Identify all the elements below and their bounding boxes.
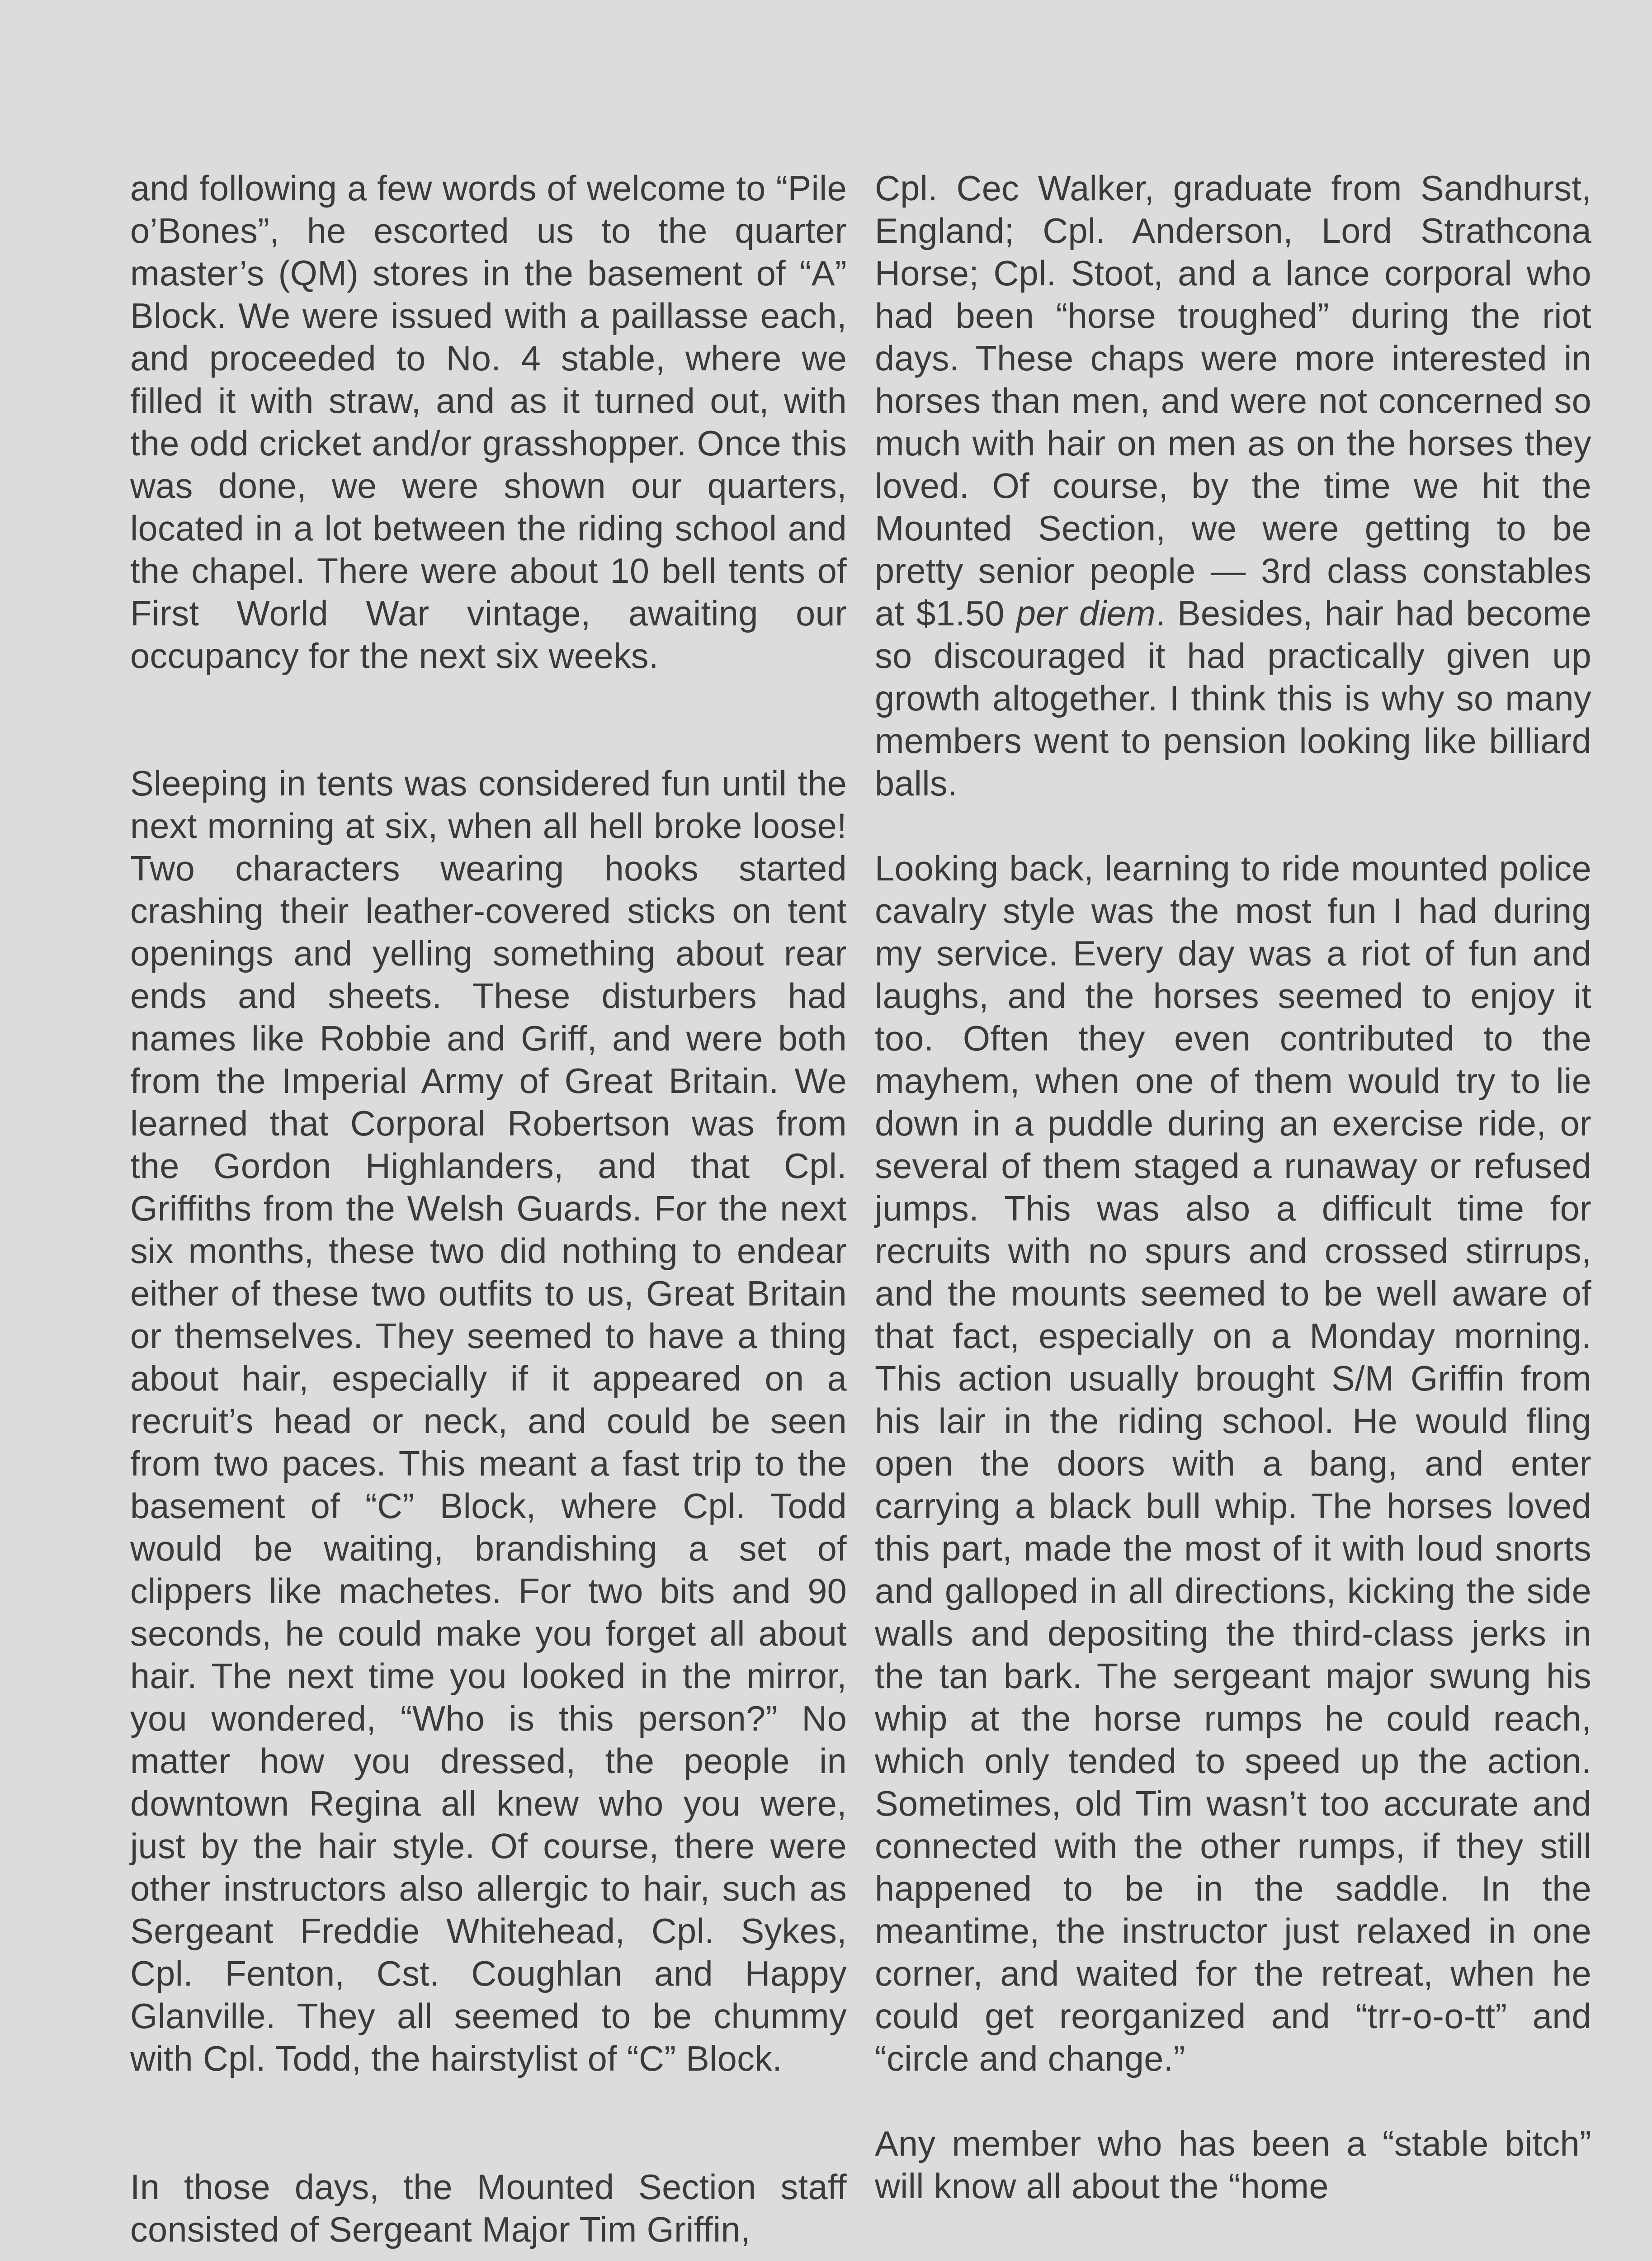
right-column bbox=[875, 167, 1591, 2208]
right-paragraph-3: Any member who has been a “stable bitch” will know all about the “home bbox=[875, 2124, 1591, 2206]
left-paragraph-2: Sleeping in tents was considered fun until the next morning at six, when all hell broke loose! Two characters wearing hooks started crashing their leather-covered sticks on tent openings and yelling something about rear ends and sheets. These disturbers had names like Robbie and Griff, and were both from the Imperial Army of Great Britain. We learned that Corporal Robertson was from the Gordon Highlanders, and that Cpl. Griffiths from the Welsh Guards. For the next six months, these two did nothing to endear either of these two outfits to us, Great Britain or themselves. They seemed to have a thing about hair, especially if it appeared on a recruit’s head or neck, and could be seen from two paces. This meant a fast trip to the basement of “C” Block, where Cpl. Todd would be waiting, brandishing a set of clippers like machetes. For two bits and 90 seconds, he could make you forget all about hair. The next time you looked in the mirror, you wondered, “Who is this person?” No matter how you dressed, the people in downtown Regina all knew who you were, just by the hair style. Of course, there were other instructors also allergic to hair, such as Sergeant Freddie Whitehead, Cpl. Sykes, Cpl. Fenton, Cst. Coughlan and Happy Glanville. They all seemed to be chummy with Cpl. Todd, the hairstylist of “C” Block. bbox=[130, 764, 847, 2078]
right-paragraph-1-italic: per diem bbox=[1016, 594, 1156, 633]
right-paragraph-2: Looking back, learning to ride mounted police cavalry style was the most fun I had during my service. Every day was a riot of fun and laughs, and the horses seemed to enjoy it too. Often they even contributed to the mayhem, when one of them would try to lie down in a puddle during an exercise ride, or several of them staged a runaway or refused jumps. This was also a difficult time for recruits with no spurs and crossed stirrups, and the mounts seemed to be well aware of that fact, especially on a Monday morning. This action usually brought S/M Griffin from his lair in the riding school. He would fling open the doors with a bang, and enter carrying a black bull whip. The horses loved this part, made the most of it with loud snorts and galloped in all directions, kicking the side walls and depositing the third-class jerks in the tan bark. The sergeant major swung his whip at the horse rumps he could reach, which only tended to speed up the action. Sometimes, old Tim wasn’t too accurate and connected with the other rumps, if they still happened to be in the saddle. In the meantime, the instructor just relaxed in one corner, and waited for the retreat, when he could get reorganized and “trr-o-o-tt” and “circle and change.” bbox=[875, 849, 1591, 2078]
right-paragraph-1-text-a: Cpl. Cec Walker, graduate from Sandhurst, England; Cpl. Anderson, Lord Strathcona Horse; Cpl. Stoot, and a lance corporal who had been “horse troughed” during the riot days. These chaps were more interested in horses than men, and were not concerned so much with hair on men as on the horses they loved. Of course, by the time we hit the Mounted Section, we were getting to be pretty senior people — 3rd class constables at $1.50 bbox=[875, 169, 1591, 633]
right-paragraph-1 bbox=[875, 167, 1591, 805]
right-paragraph-1-text-b: . Besides, hair had become so discouraged it had practically given up growth altogether. I think this is why so many members went to pension looking like billiard balls. bbox=[875, 594, 1591, 803]
left-column bbox=[130, 167, 847, 2251]
left-paragraph-3: In those days, the Mounted Section staff consisted of Sergeant Major Tim Griffin, bbox=[130, 2168, 847, 2249]
left-paragraph-1: and following a few words of welcome to “Pile o’Bones”, he escorted us to the quarter master’s (QM) stores in the basement of “A” Block. We were issued with a paillasse each, and proceeded to No. 4 stable, where we filled it with straw, and as it turned out, with the odd cricket and/or grasshopper. Once this was done, we were shown our quarters, located in a lot between the riding school and the chapel. There were about 10 bell tents of First World War vintage, awaiting our occupancy for the next six weeks. bbox=[130, 169, 847, 676]
